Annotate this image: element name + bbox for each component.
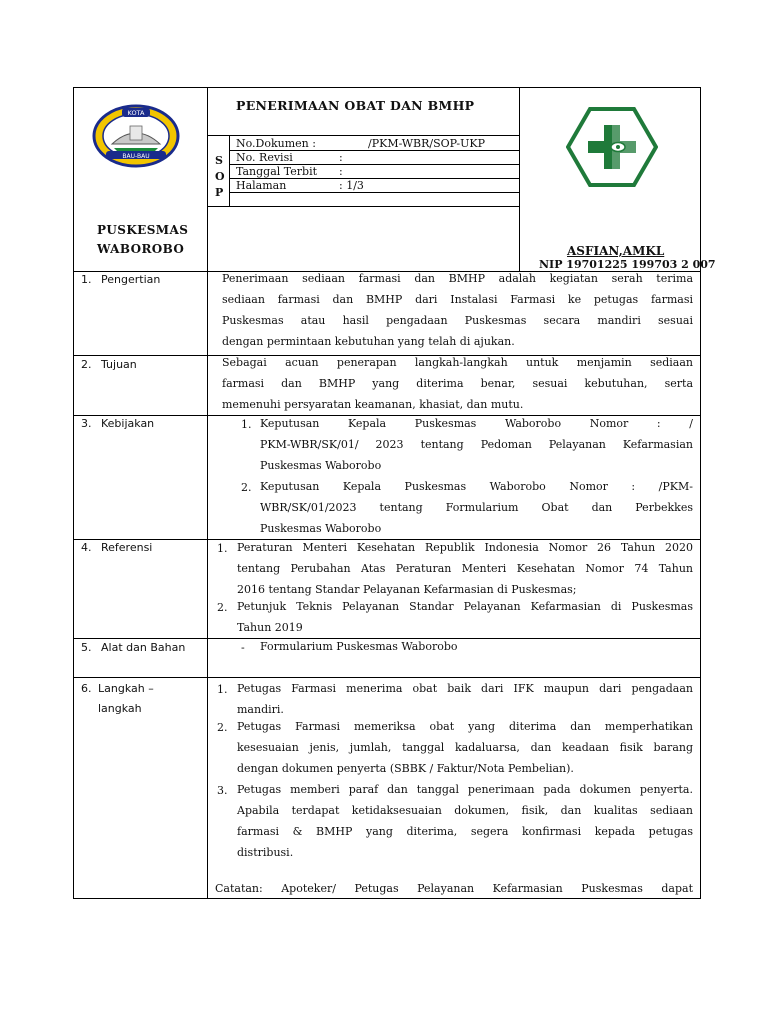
step-item-2 <box>237 716 693 779</box>
revision-label: No. Revisi <box>236 151 293 164</box>
section-number-5: 5. <box>81 641 92 654</box>
sop-letter-o: O <box>215 170 225 183</box>
doc-fields-bottom-border <box>207 206 520 207</box>
section-text-pengertian <box>222 268 693 352</box>
table-border-right <box>700 87 701 899</box>
text-line: tentang Perubahan Atas Peraturan Menteri Kesehatan Nomor 74 Tahun <box>237 562 693 575</box>
text-line: Puskesmas Waborobo <box>260 459 382 472</box>
text-line: memenuhi persyaratan keamanan, khasiat, dan mutu. <box>222 398 524 411</box>
publish-date-value: : <box>339 165 343 178</box>
title-bottom-border <box>207 135 520 136</box>
section-number-3: 3. <box>81 417 92 430</box>
page-label: Halaman <box>236 179 287 192</box>
step-item-1 <box>237 678 693 720</box>
equipment-item-1 <box>260 636 693 657</box>
section-label-langkah-line2: langkah <box>98 702 142 715</box>
table-border-left <box>73 87 74 899</box>
text-line: distribusi. <box>237 846 294 859</box>
text-line: 2016 tentang Standar Pelayanan Kefarmasian di Puskesmas; <box>237 583 577 596</box>
text-line: farmasi & BMHP yang diterima, segera konfirmasi kepada petugas <box>237 825 693 838</box>
text-line: Petunjuk Teknis Pelayanan Standar Pelayanan Kefarmasian di Puskesmas <box>237 600 693 613</box>
header-col-divider-right <box>519 87 520 272</box>
policy-item-1 <box>260 413 693 476</box>
text-line: dengan permintaan kebutuhan yang telah di ajukan. <box>222 335 515 348</box>
reference-item-number-2: 2. <box>217 601 228 614</box>
reference-item-2 <box>237 596 693 638</box>
signer-name: ASFIAN,AMKL <box>567 244 665 258</box>
city-emblem-icon <box>92 104 180 168</box>
step-number-3: 3. <box>217 784 228 797</box>
header-col-divider-left <box>207 87 208 272</box>
text-line: sediaan farmasi dan BMHP dari Instalasi Farmasi ke petugas farmasi <box>222 293 693 306</box>
doc-number-label: No.Dokumen : <box>236 137 316 150</box>
text-line: farmasi dan BMHP yang diterima benar, sesuai kebutuhan, serta <box>222 377 693 390</box>
step-item-3 <box>237 779 693 863</box>
policy-item-2 <box>260 476 693 539</box>
section-text-tujuan <box>222 352 693 415</box>
section-label-tujuan: Tujuan <box>101 358 137 371</box>
svg-text:KOTA: KOTA <box>127 109 145 117</box>
section-label-alat-bahan: Alat dan Bahan <box>101 641 186 654</box>
text-line: Puskesmas Waborobo <box>260 522 382 535</box>
section-number-2: 2. <box>81 358 92 371</box>
section-label-pengertian: Pengertian <box>101 273 161 286</box>
section-label-langkah-line1: Langkah – <box>98 682 154 695</box>
reference-item-1 <box>237 537 693 600</box>
page-value: : 1/3 <box>339 179 364 192</box>
text-line: Penerimaan sediaan farmasi dan BMHP adalah kegiatan serah terima <box>222 272 693 285</box>
text-line: Keputusan Kepala Puskesmas Waborobo Nomor : /PKM- <box>260 480 693 493</box>
text-line: Peraturan Menteri Kesehatan Republik Indonesia Nomor 26 Tahun 2020 <box>237 541 693 554</box>
section-number-1: 1. <box>81 273 92 286</box>
policy-item-number-2: 2. <box>241 481 252 494</box>
text-line: kesesuaian jenis, jumlah, tanggal kadaluarsa, dan keadaan fisik barang <box>237 741 693 754</box>
text-line: PKM-WBR/SK/01/ 2023 tentang Pedoman Pelayanan Kefarmasian <box>260 438 693 451</box>
text-line: Formularium Puskesmas Waborobo <box>260 640 458 653</box>
text-line: Sebagai acuan penerapan langkah-langkah untuk menjamin sediaan <box>222 356 693 369</box>
reference-item-number-1: 1. <box>217 542 228 555</box>
policy-item-number-1: 1. <box>241 418 252 431</box>
text-line: WBR/SK/01/2023 tentang Formularium Obat dan Perbekkes <box>260 501 693 514</box>
org-name-line1: PUSKESMAS <box>97 223 189 237</box>
text-line: mandiri. <box>237 703 284 716</box>
section-label-referensi: Referensi <box>101 541 153 554</box>
table-border-top <box>73 87 701 88</box>
step-number-2: 2. <box>217 721 228 734</box>
text-line: Apabila terdapat ketidaksesuaian dokumen, fisik, dan kualitas sediaan <box>237 804 693 817</box>
sop-letter-p: P <box>215 186 224 199</box>
section-number-6: 6. <box>81 682 92 695</box>
section-label-kebijakan: Kebijakan <box>101 417 155 430</box>
text-line: Keputusan Kepala Puskesmas Waborobo Nomor : / <box>260 417 693 430</box>
revision-value: : <box>339 151 343 164</box>
city-emblem-logo <box>92 104 180 168</box>
publish-date-label: Tanggal Terbit <box>236 165 318 178</box>
org-name-line2: WABOROBO <box>97 242 185 256</box>
svg-text:BAU-BAU: BAU-BAU <box>122 153 150 160</box>
text-line: Catatan: Apoteker/ Petugas Pelayanan Kefarmasian Puskesmas dapat <box>215 882 693 895</box>
text-line: Tahun 2019 <box>237 621 303 634</box>
puskesmas-cross-icon <box>566 107 658 187</box>
text-line: Petugas Farmasi menerima obat baik dari IFK maupun dari pengadaan <box>237 682 693 695</box>
doc-field-line-4 <box>229 192 520 193</box>
step-number-1: 1. <box>217 683 228 696</box>
text-line: dengan dokumen penyerta (SBBK / Faktur/Nota Pembelian). <box>237 762 574 775</box>
doc-number-value: /PKM-WBR/SOP-UKP <box>368 137 486 150</box>
signer-nip: NIP 19701225 199703 2 007 <box>539 258 716 271</box>
note-text <box>215 878 693 899</box>
text-line: Petugas memberi paraf dan tanggal penerimaan pada dokumen penyerta. <box>237 783 693 796</box>
text-line: Puskesmas atau hasil pengadaan Puskesmas secara mandiri sesuai <box>222 314 693 327</box>
sop-col-divider <box>229 135 230 207</box>
puskesmas-logo <box>566 107 658 187</box>
equipment-item-bullet: - <box>241 641 245 654</box>
sop-letter-s: S <box>215 154 223 167</box>
document-title: PENERIMAAN OBAT DAN BMHP <box>236 98 475 113</box>
section-number-4: 4. <box>81 541 92 554</box>
text-line: Petugas Farmasi memeriksa obat yang diterima dan memperhatikan <box>237 720 693 733</box>
body-col-divider <box>207 271 208 899</box>
